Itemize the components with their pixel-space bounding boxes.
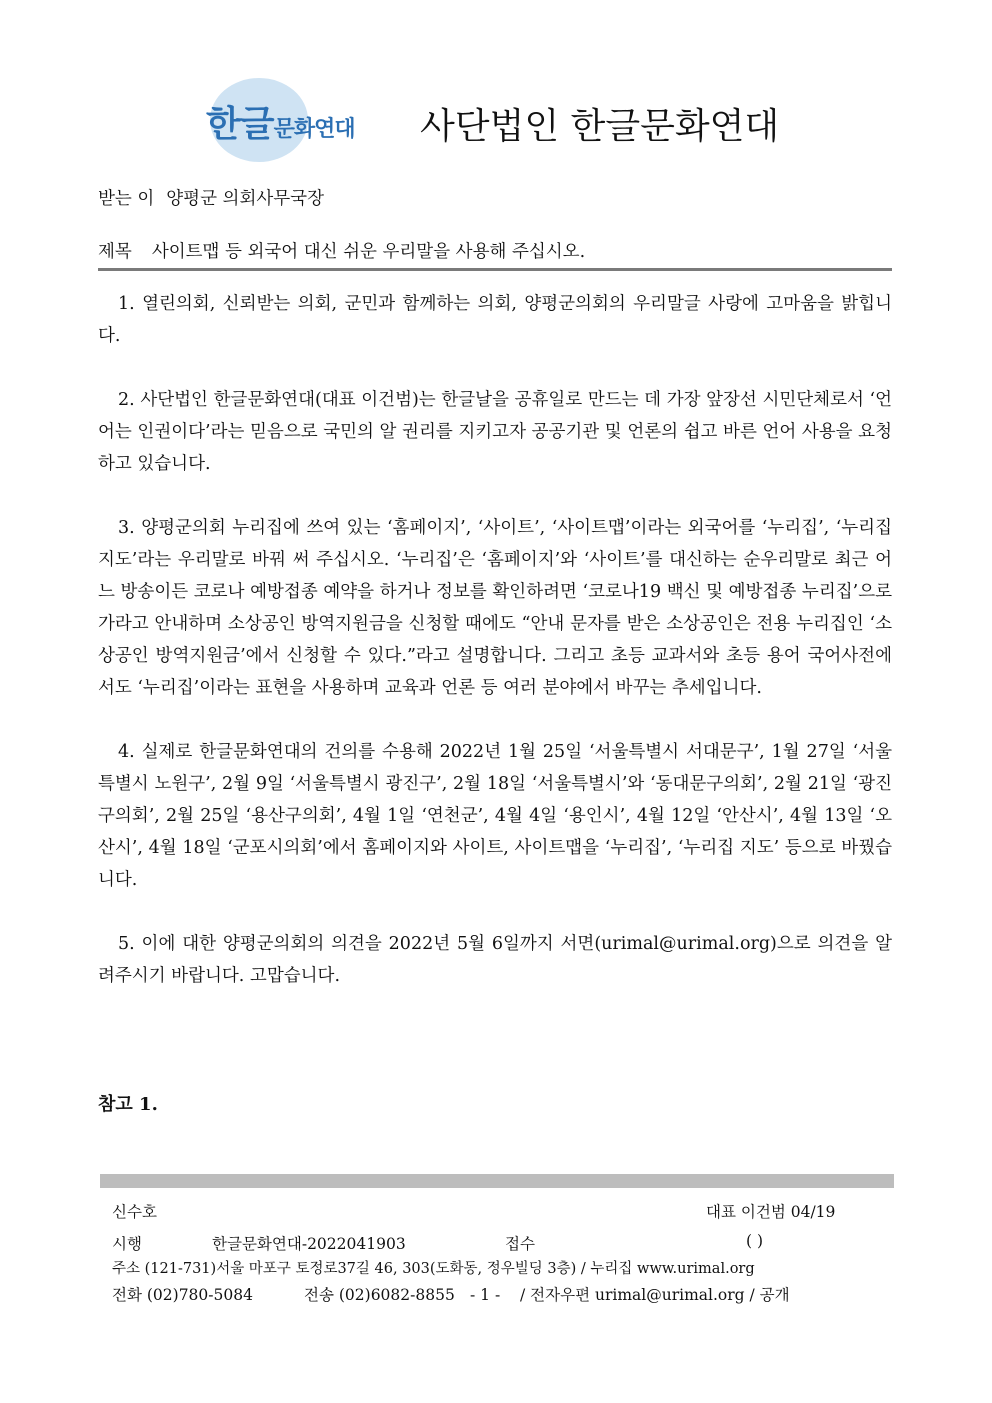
subject-line — [98, 238, 585, 263]
paragraph-1: 1. 열린의회, 신뢰받는 의회, 군민과 함께하는 의회, 양평군의회의 우리말글 사랑에 고마움을 밝힙니다. — [98, 294, 892, 346]
paragraph-2: 2. 사단법인 한글문화연대(대표 이건범)는 한글날을 공휴일로 만드는 데 가장 앞장선 시민단체로서 ‘언어는 인권이다’라는 믿음으로 국민의 알 권리를 지키고자 공공기관 및 언론의 쉽고 바른 언어 사용을 요청하고 있습니다. — [98, 390, 892, 474]
logo-text-small: 문화연대 — [273, 117, 355, 142]
org-logo — [206, 96, 355, 147]
receipt-label: 접수 — [505, 1235, 535, 1253]
issue-label: 시행 — [112, 1235, 142, 1253]
reference-heading: 참고 1. — [98, 1094, 158, 1115]
subject-value: 사이트맵 등 외국어 대신 쉬운 우리말을 사용해 주십시오. — [151, 242, 586, 262]
receipt-value: ( ) — [746, 1232, 764, 1250]
email: / 전자우편 urimal@urimal.org / 공개 — [520, 1286, 790, 1304]
address: 주소 (121-731)서울 마포구 토정로37길 46, 303(도화동, 정우빌딩 3층) / 누리집 www.urimal.org — [112, 1261, 755, 1277]
subject-divider — [98, 268, 892, 271]
recipient-line — [98, 185, 324, 210]
phone: 전화 (02)780-5084 — [112, 1286, 253, 1304]
approver: 대표 이건범 04/19 — [706, 1203, 836, 1221]
letterhead — [196, 72, 796, 167]
issue-number: 한글문화연대-2022041903 — [212, 1235, 406, 1253]
org-title: 사단법인 한글문화연대 — [420, 106, 780, 147]
recipient-value: 양평군 의회사무국장 — [166, 189, 324, 209]
paragraph-3: 3. 양평군의회 누리집에 쓰여 있는 ‘홈페이지’, ‘사이트’, ‘사이트맵’이라는 외국어를 ‘누리집’, ‘누리집 지도’라는 우리말로 바꿔 써 주십시오. ‘누리집’은 ‘홈페이지’와 ‘사이트’를 대신하는 순우리말로 최근 어느 방송이든 코로나 예방접종 예약을 하거나 정보를 확인하려면 ‘코로나19 백신 및 예방접종 누리집’으로 가라고 안내하며 소상공인 방역지원금을 신청할 때에도 “안내 문자를 받은 소상공인은 전용 누리집인 ‘소상공인 방역지원금’에서 신청할 수 있다.”라고 설명합니다. 그리고 초등 교과서와 초등 용어 국어사전에서도 ‘누리집’이라는 표현을 사용하며 교육과 언론 등 여러 분야에서 바꾸는 추세입니다. — [98, 518, 892, 698]
subject-label: 제목 — [98, 242, 132, 262]
paragraph-4: 4. 실제로 한글문화연대의 건의를 수용해 2022년 1월 25일 ‘서울특별시 서대문구’, 1월 27일 ‘서울특별시 노원구’, 2월 9일 ‘서울특별시 광진구’, 2월 18일 ‘서울특별시’와 ‘동대문구의회’, 2월 21일 ‘광진구의회’, 2월 25일 ‘용산구의회’, 4월 1일 ‘연천군’, 4월 4일 ‘용인시’, 4월 12일 ‘안산시’, 4월 13일 ‘오산시’, 4월 18일 ‘군포시의회’에서 홈페이지와 사이트, 사이트맵을 ‘누리집’, ‘누리집 지도’ 등으로 바꿨습니다. — [98, 742, 892, 890]
letter-body — [98, 288, 892, 1024]
sender-name: 신수호 — [112, 1203, 157, 1221]
fax: 전송 (02)6082-8855 — [304, 1286, 455, 1304]
paragraph-5: 5. 이에 대한 양평군의회의 의견을 2022년 5월 6일까지 서면(urimal@urimal.org)으로 의견을 알려주시기 바랍니다. 고맙습니다. — [98, 934, 892, 986]
logo-text-large: 한글 — [206, 104, 274, 145]
page-number: - 1 - — [470, 1286, 501, 1304]
footer-divider — [100, 1174, 894, 1188]
recipient-label: 받는 이 — [98, 189, 155, 209]
